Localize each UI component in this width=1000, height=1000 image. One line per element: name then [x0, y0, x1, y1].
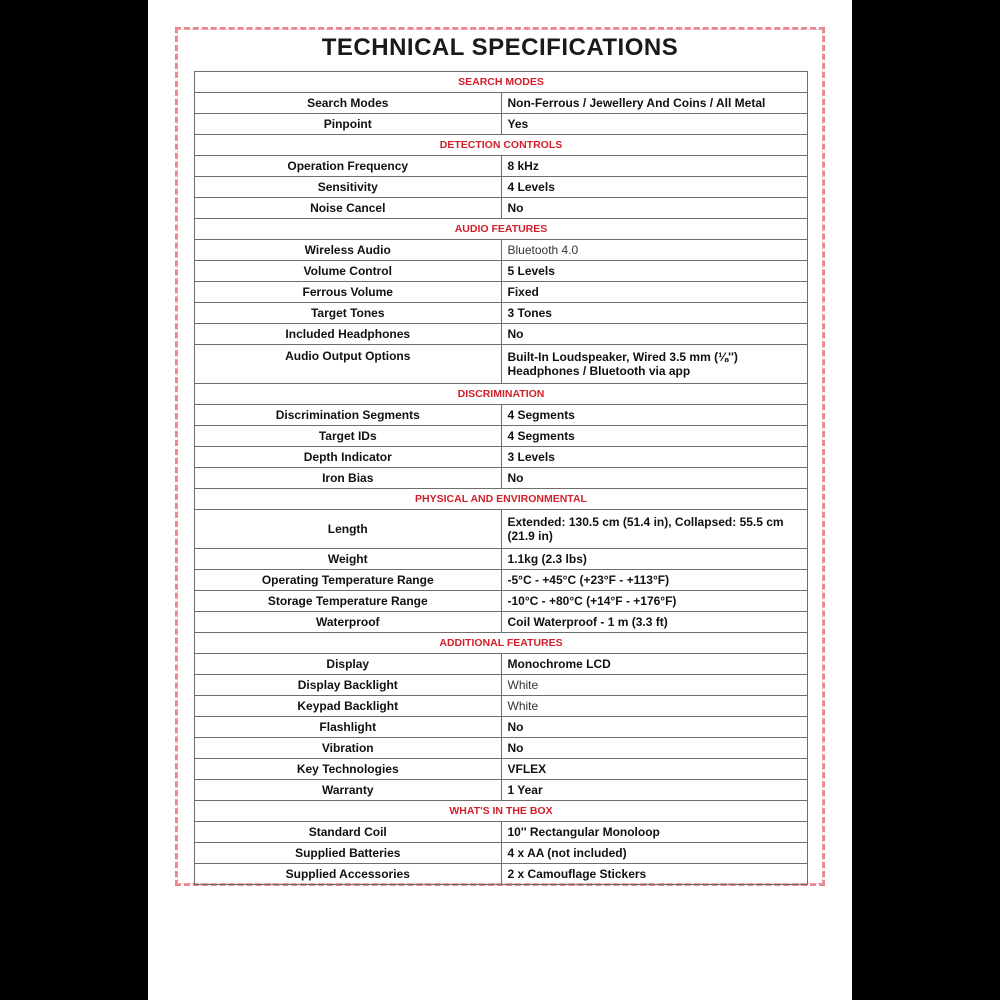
spec-label: Iron Bias	[195, 468, 502, 489]
spec-row	[195, 843, 808, 864]
spec-value: VFLEX	[501, 759, 808, 780]
spec-value: 1.1kg (2.3 lbs)	[501, 549, 808, 570]
spec-value-line2: Headphones / Bluetooth via app	[507, 364, 691, 378]
spec-label: Operation Frequency	[195, 156, 502, 177]
spec-label: Weight	[195, 549, 502, 570]
spec-row	[195, 510, 808, 549]
spec-value: No	[501, 738, 808, 759]
section-heading: DISCRIMINATION	[195, 384, 808, 405]
spec-label: Pinpoint	[195, 114, 502, 135]
section-header-row	[195, 72, 808, 93]
spec-value: 3 Levels	[501, 447, 808, 468]
spec-value: 8 kHz	[501, 156, 808, 177]
spec-row	[195, 282, 808, 303]
spec-row	[195, 426, 808, 447]
section-header-row	[195, 219, 808, 240]
spec-value: No	[501, 468, 808, 489]
spec-row	[195, 549, 808, 570]
spec-label: Depth Indicator	[195, 447, 502, 468]
spec-label: Wireless Audio	[195, 240, 502, 261]
spec-label: Length	[195, 510, 502, 549]
spec-row	[195, 864, 808, 885]
spec-value: Yes	[501, 114, 808, 135]
section-header-row	[195, 633, 808, 654]
spec-value: 1 Year	[501, 780, 808, 801]
spec-label: Display	[195, 654, 502, 675]
spec-label: Key Technologies	[195, 759, 502, 780]
spec-row	[195, 324, 808, 345]
spec-value: Non-Ferrous / Jewellery And Coins / All Metal	[501, 93, 808, 114]
spec-label: Included Headphones	[195, 324, 502, 345]
spec-value	[501, 510, 808, 549]
spec-row	[195, 717, 808, 738]
spec-value: -10°C - +80°C (+14°F - +176°F)	[501, 591, 808, 612]
spec-row	[195, 93, 808, 114]
spec-label: Volume Control	[195, 261, 502, 282]
spec-row	[195, 261, 808, 282]
spec-value-line1: Built-In Loudspeaker, Wired 3.5 mm (⅛'')	[507, 350, 738, 364]
spec-row	[195, 468, 808, 489]
spec-value	[501, 345, 808, 384]
spec-row	[195, 177, 808, 198]
spec-row	[195, 156, 808, 177]
spec-label: Noise Cancel	[195, 198, 502, 219]
spec-label: Waterproof	[195, 612, 502, 633]
section-heading: DETECTION CONTROLS	[195, 135, 808, 156]
spec-row	[195, 654, 808, 675]
section-heading: SEARCH MODES	[195, 72, 808, 93]
section-header-row	[195, 135, 808, 156]
spec-label: Target Tones	[195, 303, 502, 324]
spec-value: White	[501, 696, 808, 717]
spec-row	[195, 345, 808, 384]
spec-row	[195, 696, 808, 717]
spec-label: Standard Coil	[195, 822, 502, 843]
page-title: TECHNICAL SPECIFICATIONS	[321, 34, 679, 61]
spec-label: Warranty	[195, 780, 502, 801]
spec-value: 4 x AA (not included)	[501, 843, 808, 864]
spec-label: Supplied Accessories	[195, 864, 502, 885]
spec-value: No	[501, 324, 808, 345]
spec-row	[195, 612, 808, 633]
spec-row	[195, 759, 808, 780]
spec-label: Ferrous Volume	[195, 282, 502, 303]
spec-value: White	[501, 675, 808, 696]
spec-label: Sensitivity	[195, 177, 502, 198]
spec-label: Storage Temperature Range	[195, 591, 502, 612]
section-heading: PHYSICAL AND ENVIRONMENTAL	[195, 489, 808, 510]
spec-label: Discrimination Segments	[195, 405, 502, 426]
spec-value: 3 Tones	[501, 303, 808, 324]
spec-value: 4 Levels	[501, 177, 808, 198]
spec-row	[195, 780, 808, 801]
spec-value: 10'' Rectangular Monoloop	[501, 822, 808, 843]
spec-label: Display Backlight	[195, 675, 502, 696]
spec-row	[195, 447, 808, 468]
spec-value: No	[501, 717, 808, 738]
spec-row	[195, 822, 808, 843]
section-header-row	[195, 384, 808, 405]
spec-sheet-page	[148, 0, 852, 1000]
spec-label: Search Modes	[195, 93, 502, 114]
spec-row	[195, 405, 808, 426]
spec-value: 2 x Camouflage Stickers	[501, 864, 808, 885]
spec-row	[195, 738, 808, 759]
spec-value: Monochrome LCD	[501, 654, 808, 675]
spec-table	[194, 71, 808, 885]
spec-value-line1: Extended: 130.5 cm (51.4 in), Collapsed: 55.5 cm	[507, 515, 784, 529]
spec-row	[195, 114, 808, 135]
section-heading: ADDITIONAL FEATURES	[195, 633, 808, 654]
spec-row	[195, 591, 808, 612]
section-heading: AUDIO FEATURES	[195, 219, 808, 240]
section-header-row	[195, 489, 808, 510]
spec-value: Fixed	[501, 282, 808, 303]
spec-row	[195, 570, 808, 591]
spec-value: No	[501, 198, 808, 219]
spec-value: Bluetooth 4.0	[501, 240, 808, 261]
spec-value: Coil Waterproof - 1 m (3.3 ft)	[501, 612, 808, 633]
spec-label: Target IDs	[195, 426, 502, 447]
spec-label: Supplied Batteries	[195, 843, 502, 864]
spec-value-line2: (21.9 in)	[507, 529, 553, 543]
spec-label: Keypad Backlight	[195, 696, 502, 717]
spec-value: 5 Levels	[501, 261, 808, 282]
spec-row	[195, 303, 808, 324]
spec-row	[195, 675, 808, 696]
spec-label: Audio Output Options	[195, 345, 502, 384]
section-heading: WHAT'S IN THE BOX	[195, 801, 808, 822]
spec-value: 4 Segments	[501, 426, 808, 447]
spec-row	[195, 198, 808, 219]
spec-label: Operating Temperature Range	[195, 570, 502, 591]
spec-label: Flashlight	[195, 717, 502, 738]
spec-value: 4 Segments	[501, 405, 808, 426]
section-header-row	[195, 801, 808, 822]
spec-value: -5°C - +45°C (+23°F - +113°F)	[501, 570, 808, 591]
spec-row	[195, 240, 808, 261]
spec-label: Vibration	[195, 738, 502, 759]
